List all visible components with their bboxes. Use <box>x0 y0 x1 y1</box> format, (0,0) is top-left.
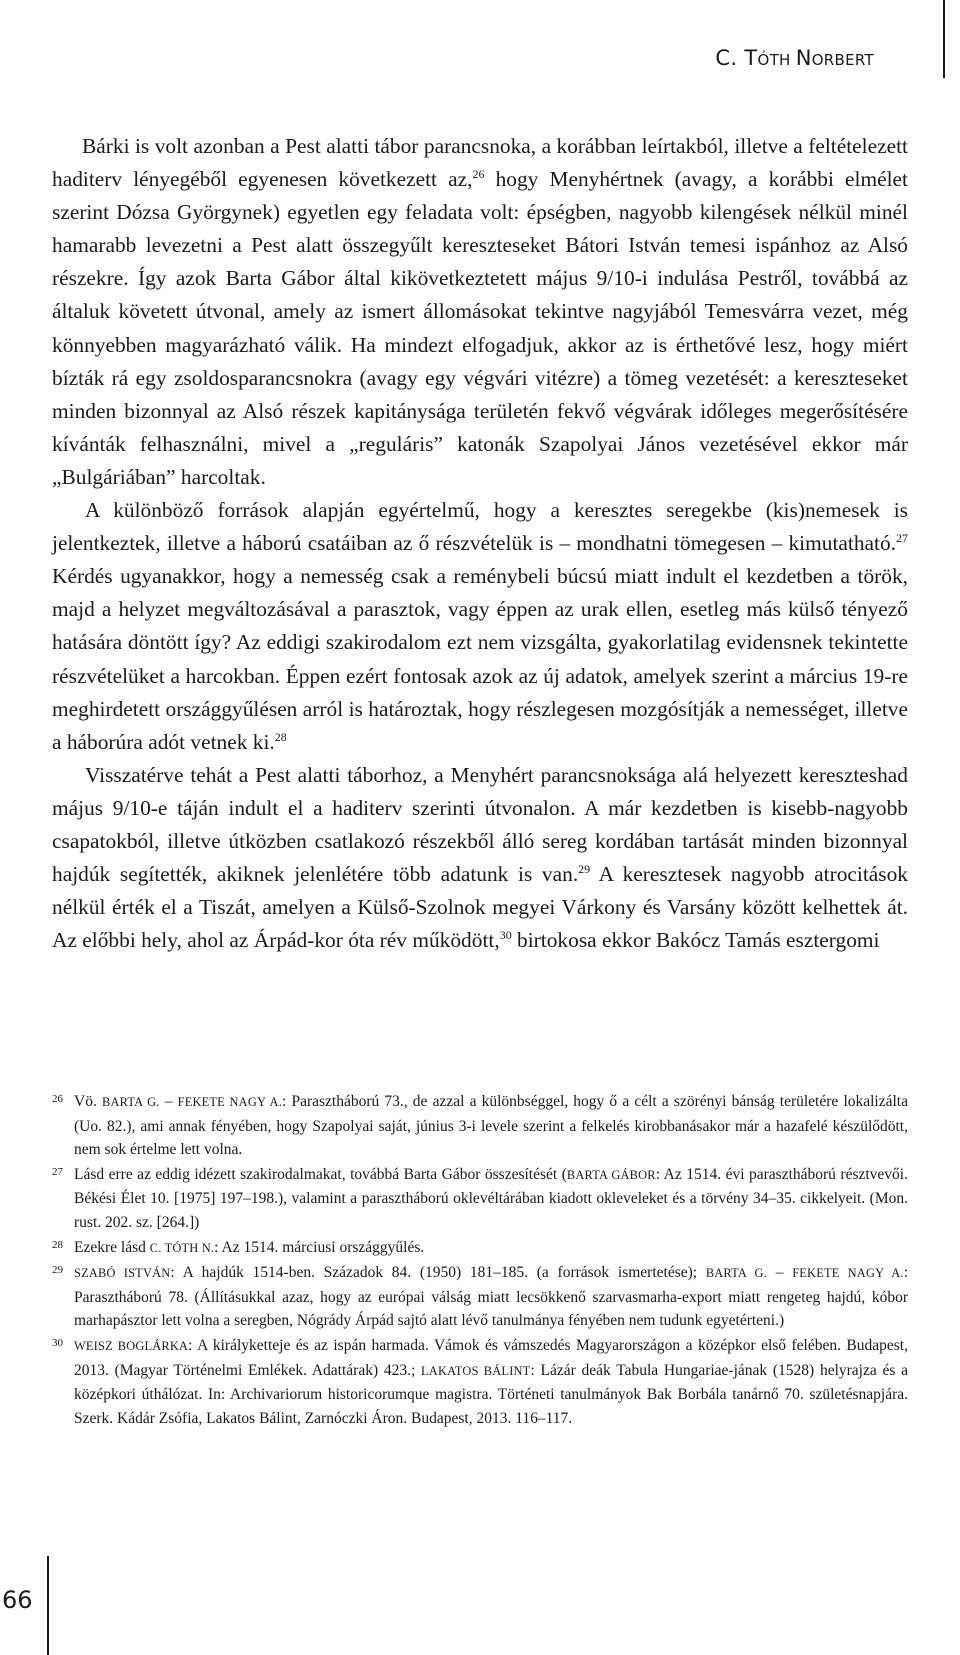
text-run: : Parasztháború 78. (Állításukkal azaz, hogy az európai válság miatt lecsökkenő szarvasmarha-export miatt rengeteg hajdú, kóbor marhapásztor lett volna a seregben, Nógrády Árpád sajtó alatt lévő tanulmánya fényében nem tudunk egyetérteni.) <box>74 1264 908 1330</box>
footnote <box>52 1334 908 1430</box>
header-last-initial: N <box>795 46 812 70</box>
author-name: BARTA GÁBOR <box>566 1167 656 1182</box>
footnote <box>52 1236 908 1261</box>
author-name: LAKATOS BÁLINT <box>421 1363 531 1378</box>
header-initial: C. <box>715 46 745 70</box>
footnote-reference: 26 <box>472 166 485 181</box>
paragraph <box>52 130 908 494</box>
footnote-number: 29 <box>52 1264 63 1277</box>
footnotes <box>52 1090 908 1431</box>
text-run: Bárki is volt azonban a Pest alatti tábor parancsnoka, a korábban leírtakból, illetve a feltételezett haditerv lényegéből egyenesen következett az, <box>52 134 908 192</box>
author-name: WEISZ BOGLÁRKA <box>74 1338 189 1353</box>
footnote-number: 26 <box>52 1093 63 1105</box>
text-run: – <box>766 1264 793 1282</box>
footnote-reference: 30 <box>499 928 512 943</box>
author-name: SZABÓ ISTVÁN <box>74 1266 171 1281</box>
page-number: 66 <box>2 1586 33 1614</box>
author-name: BARTA G. <box>101 1095 160 1109</box>
author-name: C. TÓTH N. <box>149 1240 215 1255</box>
text-run: A különböző források alapján egyértelmű, hogy a keresztes seregekbe (kis)nemesek is jelentkeztek, illetve a háború csatáiban az ő részvételük is – mondhatni tömegesen – kimutatható. <box>52 498 908 556</box>
text-run: hogy Menyhértnek (avagy, a korábbi elmélet szerint Dózsa Györgynek) egyetlen egy feladata volt: épségben, nagyobb kilengések nélkül minél hamarabb levezetni a Pest alatt összegyűlt kereszteseket Bátori István temesi ispánhoz az Alsó részekre. Így azok Barta Gábor által kikövetkeztetett május 9/10-i indulása Pestről, továbbá az általuk követett útvonal, amely az ismert állomásokat tekintve nagyjából Temesvárra vezet, még könnyebben magyarázható válik. Ha mindezt elfogadjuk, akkor az is érthetővé lesz, hogy miért bízták rá egy zsoldosparancsnokra (avagy egy végvári vitézre) a tömeg vezetését: a kereszteseket minden bizonnyal az Alsó részek kapitánysága területén fekvő végvárak időleges megerősítésére kívánták felhasználni, mivel a „reguláris” katonák Szapolyai János vezetésével ekkor már „Bulgáriában” harcoltak. <box>52 167 908 489</box>
text-run: – <box>159 1093 178 1110</box>
text-run: Vö. <box>74 1093 102 1110</box>
text-run: : Az 1514. márciusi országgyűlés. <box>214 1238 425 1256</box>
text-run: : Az 1514. évi parasztháború résztvevői. Békési Élet 10. [1975] 197–198.), valamint a parasztháború oklevéltárában kiadott okleveleket és a törvény 34–35. cikkelyeit. (Mon. rust. 202. sz. [264.]) <box>74 1165 908 1231</box>
page-number-rule <box>47 1556 49 1655</box>
author-name: FEKETE NAGY A. <box>177 1095 282 1109</box>
text-run: : Parasztháború 73., de azzal a különbséggel, hogy ő a célt a szörényi bánság területére lokalizálta (Uo. 82.), ami annak fényében, hogy Szapolyai saját, június 3-i levele szerint a felkelés kirobbanásakor már a hazafelé készülődött, nem sok értelme lett volna. <box>74 1093 908 1159</box>
header-rule <box>943 0 945 78</box>
text-run: Ezekre lásd <box>74 1238 150 1256</box>
footnote-reference: 28 <box>274 729 287 744</box>
footnote-number: 30 <box>52 1336 63 1349</box>
author-name: FEKETE NAGY A. <box>792 1266 904 1281</box>
text-run: birtokosa ekkor Bakócz Tamás esztergomi <box>511 928 880 953</box>
footnote-reference: 29 <box>578 861 591 876</box>
footnote <box>52 1090 908 1162</box>
text-run: : A királyketteje és az ispán harmada. Vámok és vámszedés Magyarországon a középkor első felében. Budapest, 2013. (Magyar Történelmi Emlékek. Adattárak) 423.; <box>74 1336 908 1379</box>
footnote <box>52 1261 908 1333</box>
header-first-initial: T <box>744 46 758 70</box>
footnote-number: 28 <box>52 1238 63 1251</box>
paragraph <box>52 494 908 759</box>
author-name: BARTA G. <box>705 1266 767 1281</box>
footnote <box>52 1163 908 1235</box>
text-run: Kérdés ugyanakkor, hogy a nemesség csak a reménybeli búcsú miatt indult el kezdetben a török, majd a helyzet megváltozásával a parasztok, vagy éppen az urak ellen, esetleg más külső tényező hatására döntött így? Az eddigi szakirodalom ezt nem vizsgálta, gyakorlatilag evidensnek tekintette részvételüket a harcokban. Éppen ezért fontosak azok az új adatok, amelyek szerint a március 19-re meghirdetett országgyűlésen arról is határoztak, hogy részlegesen mozgósítják a nemességet, illetve a háborúra adót vetnek ki. <box>52 564 908 754</box>
running-header <box>715 46 874 70</box>
paragraph <box>52 759 908 958</box>
footnote-number: 27 <box>52 1165 63 1178</box>
footnote-reference: 27 <box>896 531 908 545</box>
header-first-rest: ÓTH <box>757 51 796 69</box>
body-text <box>52 130 908 957</box>
text-run: Visszatérve tehát a Pest alatti táborhoz, a Menyhért parancsnoksága alá helyezett kereszteshad május 9/10-e táján indult el a haditerv szerinti útvonalon. A már kezdetben is kisebb-nagyobb csapatokból, illetve útközben csatlakozó részekből álló sereg kordában tartását minden bizonnyal hajdúk segítették, akiknek jelenlétére több adatunk is van. <box>52 762 908 887</box>
text-run: A keresztesek nagyobb atrocitások nélkül érték el a Tiszát, amelyen a Külső-Szolnok megyei Várkony és Varsány között kelhettek át. Az előbbi hely, ahol az Árpád-kor óta rév működött, <box>52 862 908 953</box>
text-run: Lásd erre az eddig idézett szakirodalmakat, továbbá Barta Gábor összesítését ( <box>74 1165 567 1183</box>
text-run: : Lázár deák Tabula Hungariae-jának (1528) helyrajza és a középkori úthálózat. In: Archivariorum historicorumque magistra. Történeti tanulmányok Bak Borbála tanárnő 70. születésnapjára. Szerk. Kádár Zsófia, Lakatos Bálint, Zarnóczki Áron. Budapest, 2013. 116–117. <box>74 1361 908 1427</box>
text-run: : A hajdúk 1514-ben. Századok 84. (1950) 181–185. (a források ismertetése); <box>170 1264 706 1282</box>
header-last-rest: ORBERT <box>811 51 874 69</box>
